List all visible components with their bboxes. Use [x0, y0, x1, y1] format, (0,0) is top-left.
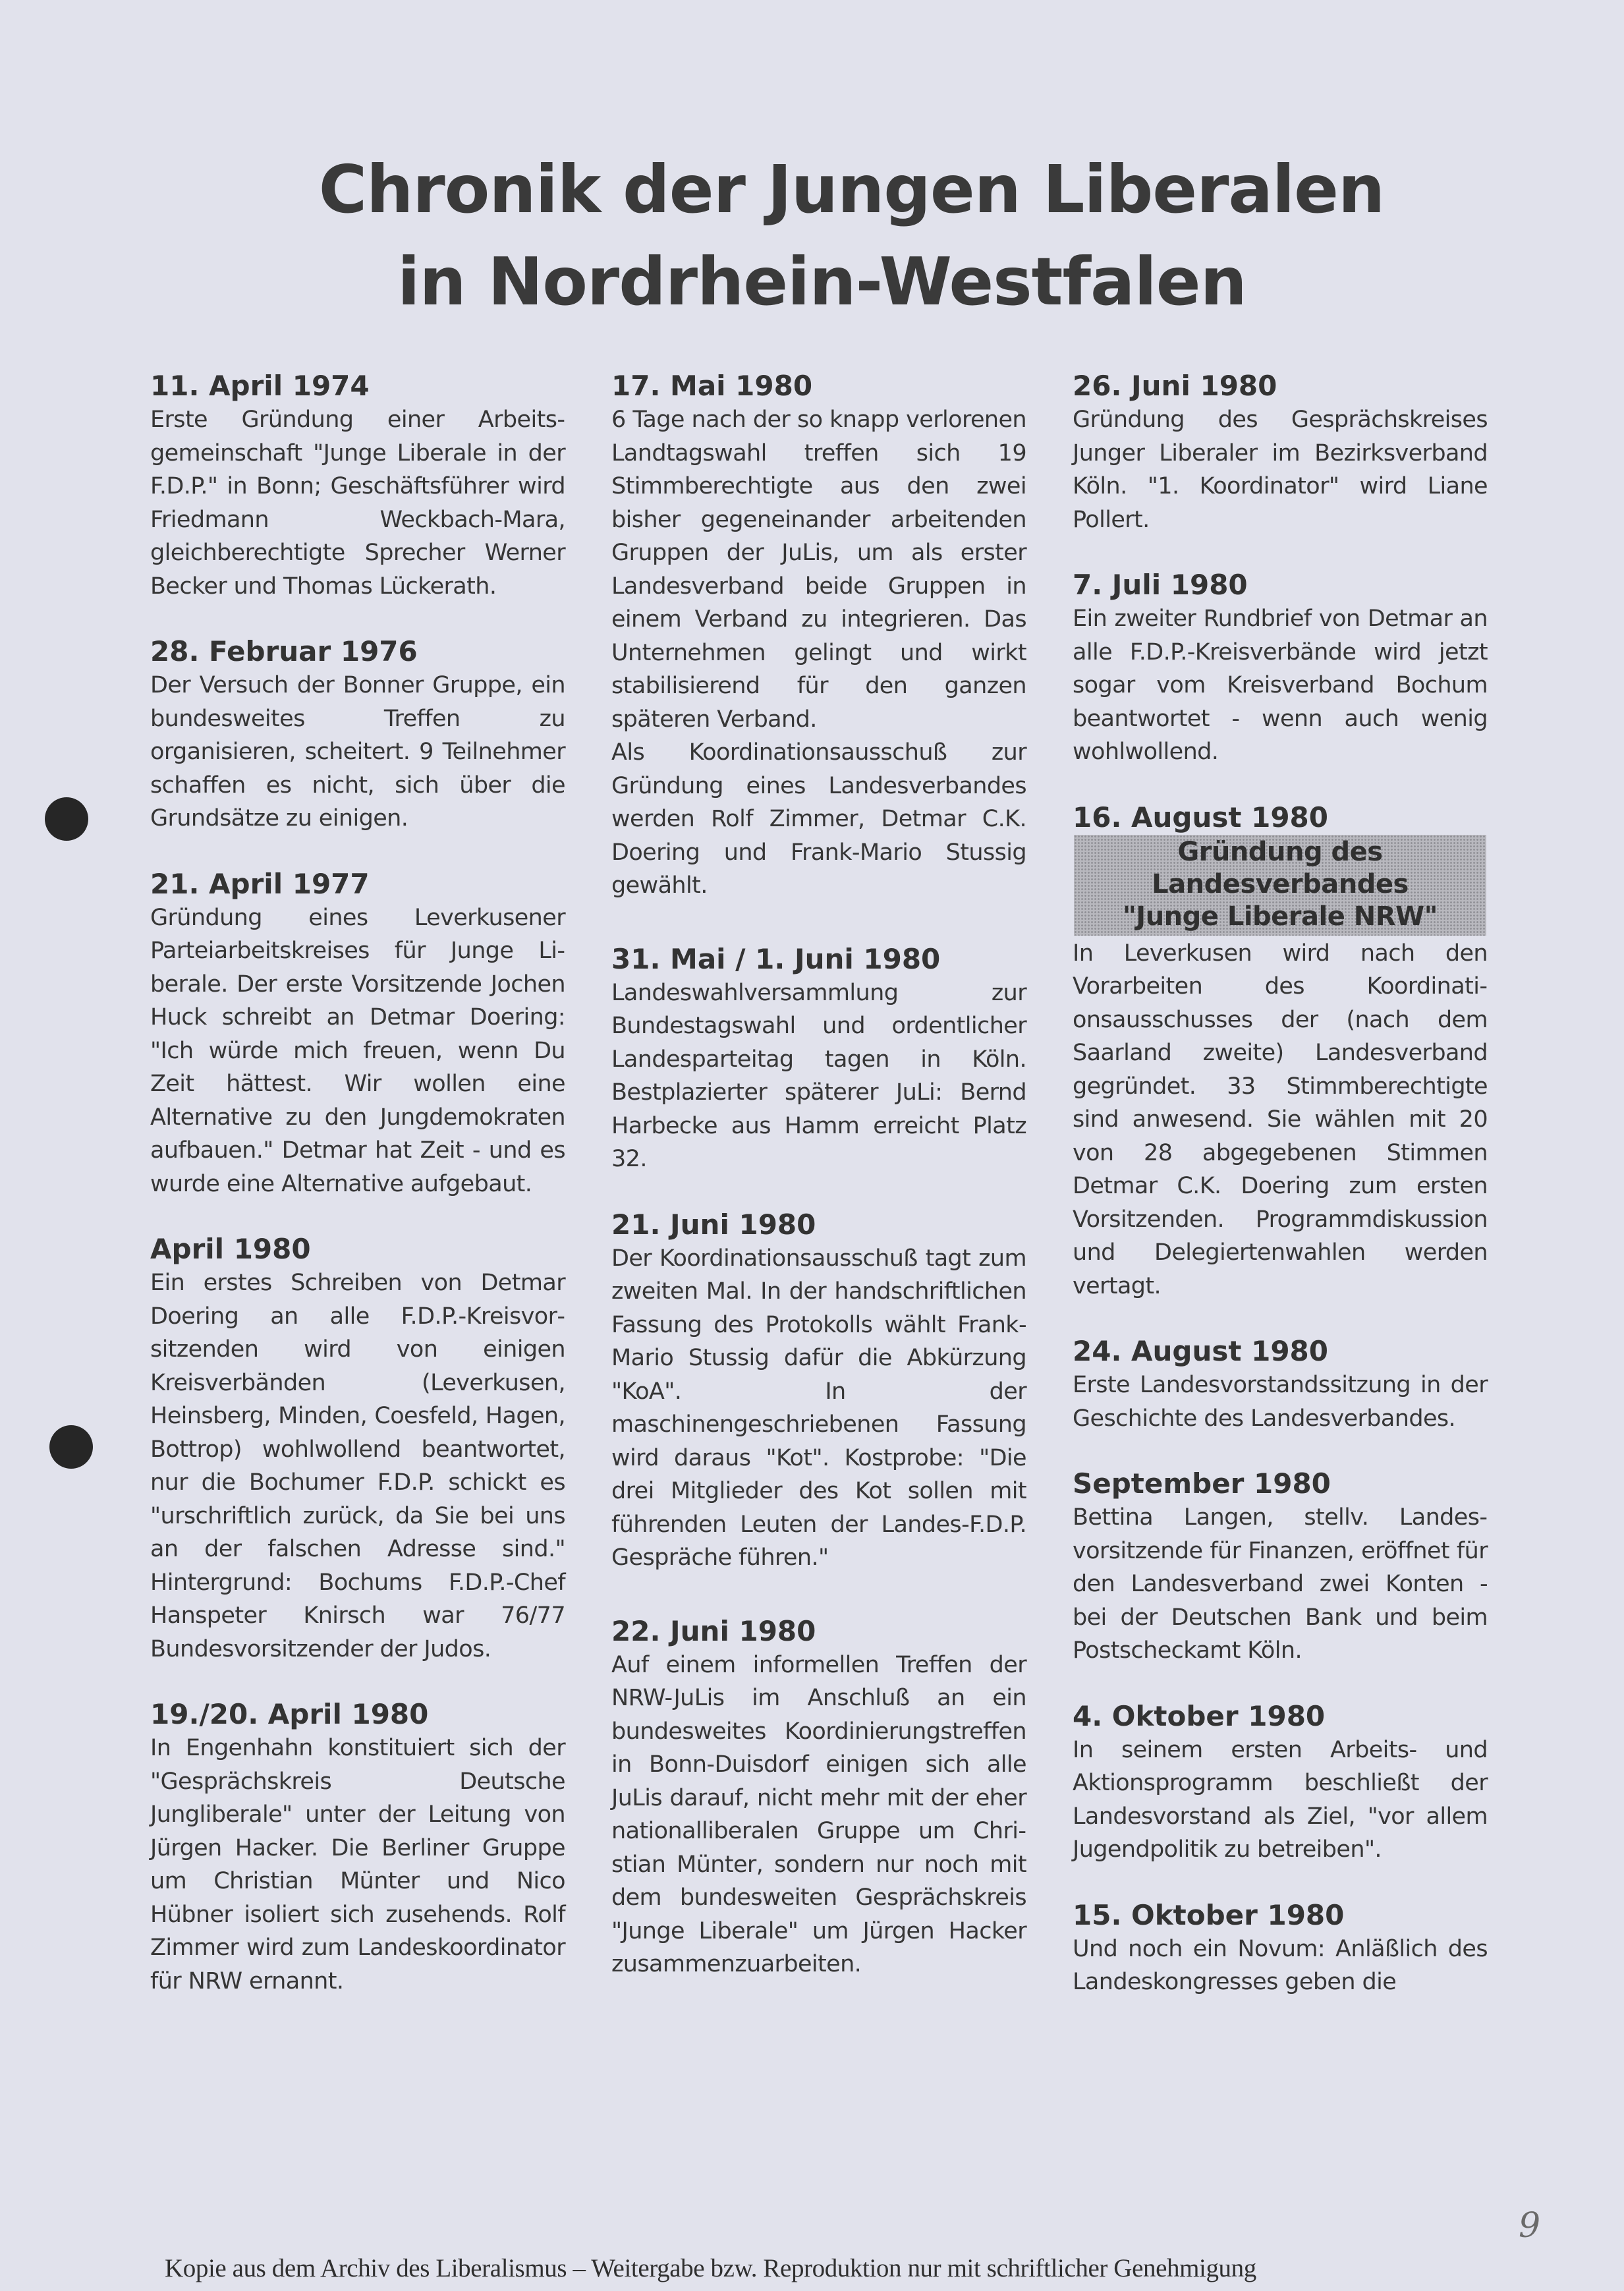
archive-footer: Kopie aus dem Archiv des Liberalismus – Weitergabe bzw. Reproduktion nur mit schriftlicher Genehmigung — [165, 2254, 1256, 2282]
entry-date: 26. Juni 1980 — [1073, 370, 1277, 402]
highlight-line: Landesverbandes — [1152, 868, 1409, 899]
entry-date: 28. Februar 1976 — [150, 635, 418, 667]
punch-hole — [49, 1425, 93, 1469]
entry-text: Ein zweiter Rundbrief von Detmar an alle F.D.P.-Kreisverbände wird jetzt sogar vom Kreisverband Bochum beantwortet - wenn auch wenig wohlwollend. — [1073, 606, 1488, 765]
chronicle-entry — [150, 867, 565, 1201]
column-2 — [611, 369, 1026, 2013]
chronicle-entry — [1073, 568, 1488, 769]
column-3 — [1073, 369, 1488, 2031]
entry-text: Ein erstes Schreiben von Detmar Doering an alle F.D.P.-Kreisvorsitzenden wird von einigen Kreisverbänden (Leverkusen, Heinsberg, Minden, Coesfeld, Hagen, Bottrop) wohlwollend beantwortet, nur die Bochumer F.D.P. schickt es "urschriftlich zurück, da Sie bei uns an der falschen Adresse sind." Hintergrund: Bochums F.D.P.-Chef Hanspeter Knirsch war 76/77 Bundesvorsitzender der Judos. — [150, 1270, 565, 1662]
entry-date: 22. Juni 1980 — [611, 1614, 816, 1647]
entry-date: 31. Mai / 1. Juni 1980 — [611, 942, 941, 975]
highlight-box — [1074, 835, 1486, 936]
entry-text: Auf einem informellen Treffen der NRW-JuLis im Anschluß an ein bundesweites Koordinierungstreffen in Bonn-Duisdorf einigen sich alle JuLis darauf, nicht mehr mit der eher nationalliberalen Gruppe um Christian Münter, sondern nur noch mit dem bundesweiten Gesprächskreis "Junge Liberale" um Jürgen Hacker zusammenzuarbeiten. — [611, 1651, 1026, 1977]
entry-date: 21. April 1977 — [150, 867, 370, 900]
chronicle-entry — [611, 1614, 1026, 1981]
handwritten-page-number: 9 — [1519, 2206, 1541, 2246]
chronicle-entry — [1073, 1334, 1488, 1435]
chronicle-entry — [611, 369, 1026, 903]
entry-date: April 1980 — [150, 1233, 311, 1265]
highlight-line: "Junge Liberale NRW" — [1122, 901, 1438, 932]
chronicle-entry — [150, 1697, 565, 1998]
entry-date: 24. August 1980 — [1073, 1335, 1328, 1367]
title-line-1: Chronik der Jungen Liberalen — [318, 151, 1385, 228]
punch-hole — [45, 797, 88, 841]
entry-text: Und noch ein Novum: Anläßlich des Landeskongresses geben die — [1073, 1935, 1488, 1995]
entry-text: Erste Landesvorstandssitzung in der Geschichte des Landesverbandes. — [1073, 1372, 1488, 1432]
entry-date: 15. Oktober 1980 — [1073, 1898, 1345, 1931]
entry-text: Landeswahlversammlung zur Bundestagswahl und ordentlicher Landesparteitag tagen in Köln. Bestplazierter späterer JuLi: Bernd Harbecke aus Hamm erreicht Platz 32. — [611, 979, 1026, 1172]
chronicle-entry — [611, 1208, 1026, 1575]
entry-date: 21. Juni 1980 — [611, 1208, 816, 1241]
entry-date: 16. August 1980 — [1073, 801, 1328, 834]
chronicle-entry — [150, 1232, 565, 1666]
entry-date: 11. April 1974 — [150, 370, 370, 402]
column-1 — [150, 369, 565, 2029]
entry-date: 19./20. April 1980 — [150, 1698, 429, 1730]
chronicle-entry — [150, 635, 565, 835]
entry-text: Der Versuch der Bonner Gruppe, ein bundesweites Treffen zu organisieren, scheitert. 9 Teilnehmer schaffen es nicht, sich über die Grundsätze zu einigen. — [150, 672, 565, 832]
title-line-2: in Nordrhein-Westfalen — [397, 243, 1246, 320]
chronicle-entry — [150, 369, 565, 603]
entry-text: 6 Tage nach der so knapp verlorenen Landtagswahl treffen sich 19 Stimmberechtigte aus den zwei bisher gegeneinander arbeitenden Gruppen der JuLis, um als erster Landesverband beide Gruppen in einem Verband zu integrieren. Das Unternehmen gelingt und wirkt stabilisierend für den ganzen späteren Verband. — [611, 407, 1026, 733]
entry-date: 4. Oktober 1980 — [1073, 1699, 1326, 1732]
entry-text: In seinem ersten Arbeits- und Aktionsprogramm beschließt der Landesvorstand als Ziel, "vor allem Jugendpolitik zu betreiben". — [1073, 1736, 1488, 1863]
entry-text-continued: Als Koordinationsausschuß zur Gründung eines Landesverbandes werden Rolf Zimmer, Detmar C.K. Doering und Frank-Mario Stussig gewählt. — [611, 739, 1026, 899]
highlight-line: Gründung des — [1177, 836, 1383, 867]
entry-text: Der Koordinationsausschuß tagt zum zweiten Mal. In der handschriftlichen Fassung des Protokolls wählt Frank-Mario Stussig dafür die Abkürzung "KoA". In der maschinengeschriebenen Fassung wird daraus "Kot". Kostprobe: "Die drei Mitglieder des Kot sollen mit führenden Leuten der Landes-F.D.P. Gespräche führen." — [611, 1245, 1026, 1571]
entry-text: Gründung eines Leverkusener Parteiarbeitskreises für Junge Liberale. Der erste Vorsitzende Jochen Huck schreibt an Detmar Doering: "Ich würde mich freuen, wenn Du Zeit hättest. Wir wollen eine Alternative zu den Jungdemokraten aufbauen." Detmar hat Zeit - und es wurde eine Alternative aufgebaut. — [150, 904, 565, 1197]
entry-text: In Leverkusen wird nach den Vorarbeiten des Koordinationsausschusses der (nach dem Saarland zweite) Landesverband gegründet. 33 Stimmberechtigte sind anwesend. Sie wählen mit 20 von 28 abgegebenen Stimmen Detmar C.K. Doering zum ersten Vorsitzenden. Programmdiskussion und Delegiertenwahlen werden vertagt. — [1073, 940, 1488, 1299]
entry-date: September 1980 — [1073, 1467, 1331, 1500]
entry-text: Bettina Langen, stellv. Landesvorsitzende für Finanzen, eröffnet für den Landesverband zwei Konten - bei der Deutschen Bank und beim Postscheckamt Köln. — [1073, 1504, 1488, 1664]
chronicle-entry — [611, 942, 1026, 1176]
entry-date: 7. Juli 1980 — [1073, 569, 1248, 601]
entry-text: In Engenhahn konstituiert sich der "Gesprächskreis Deutsche Jungliberale" unter der Leitung von Jürgen Hacker. Die Berliner Gruppe um Christian Münter und Nico Hübner isoliert sich zusehends. Rolf Zimmer wird zum Landeskoordinator für NRW ernannt. — [150, 1735, 565, 1994]
chronicle-entry — [1073, 1898, 1488, 1999]
chronicle-entry — [1073, 369, 1488, 536]
chronicle-entry — [1073, 1699, 1488, 1867]
chronicle-entry-highlighted — [1073, 801, 1488, 1303]
chronicle-entry — [1073, 1467, 1488, 1668]
page-title — [0, 144, 1624, 328]
entry-text: Gründung des Gesprächskreises Junger Liberaler im Bezirksverband Köln. "1. Koordinator" wird Liane Pollert. — [1073, 407, 1488, 533]
entry-text: Erste Gründung einer Arbeitsgemeinschaft "Junge Liberale in der F.D.P." in Bonn; Geschäftsführer wird Friedmann Weckbach-Mara, gleichberechtigte Sprecher Werner Becker und Thomas Lückerath. — [150, 407, 565, 600]
entry-date: 17. Mai 1980 — [611, 370, 813, 402]
